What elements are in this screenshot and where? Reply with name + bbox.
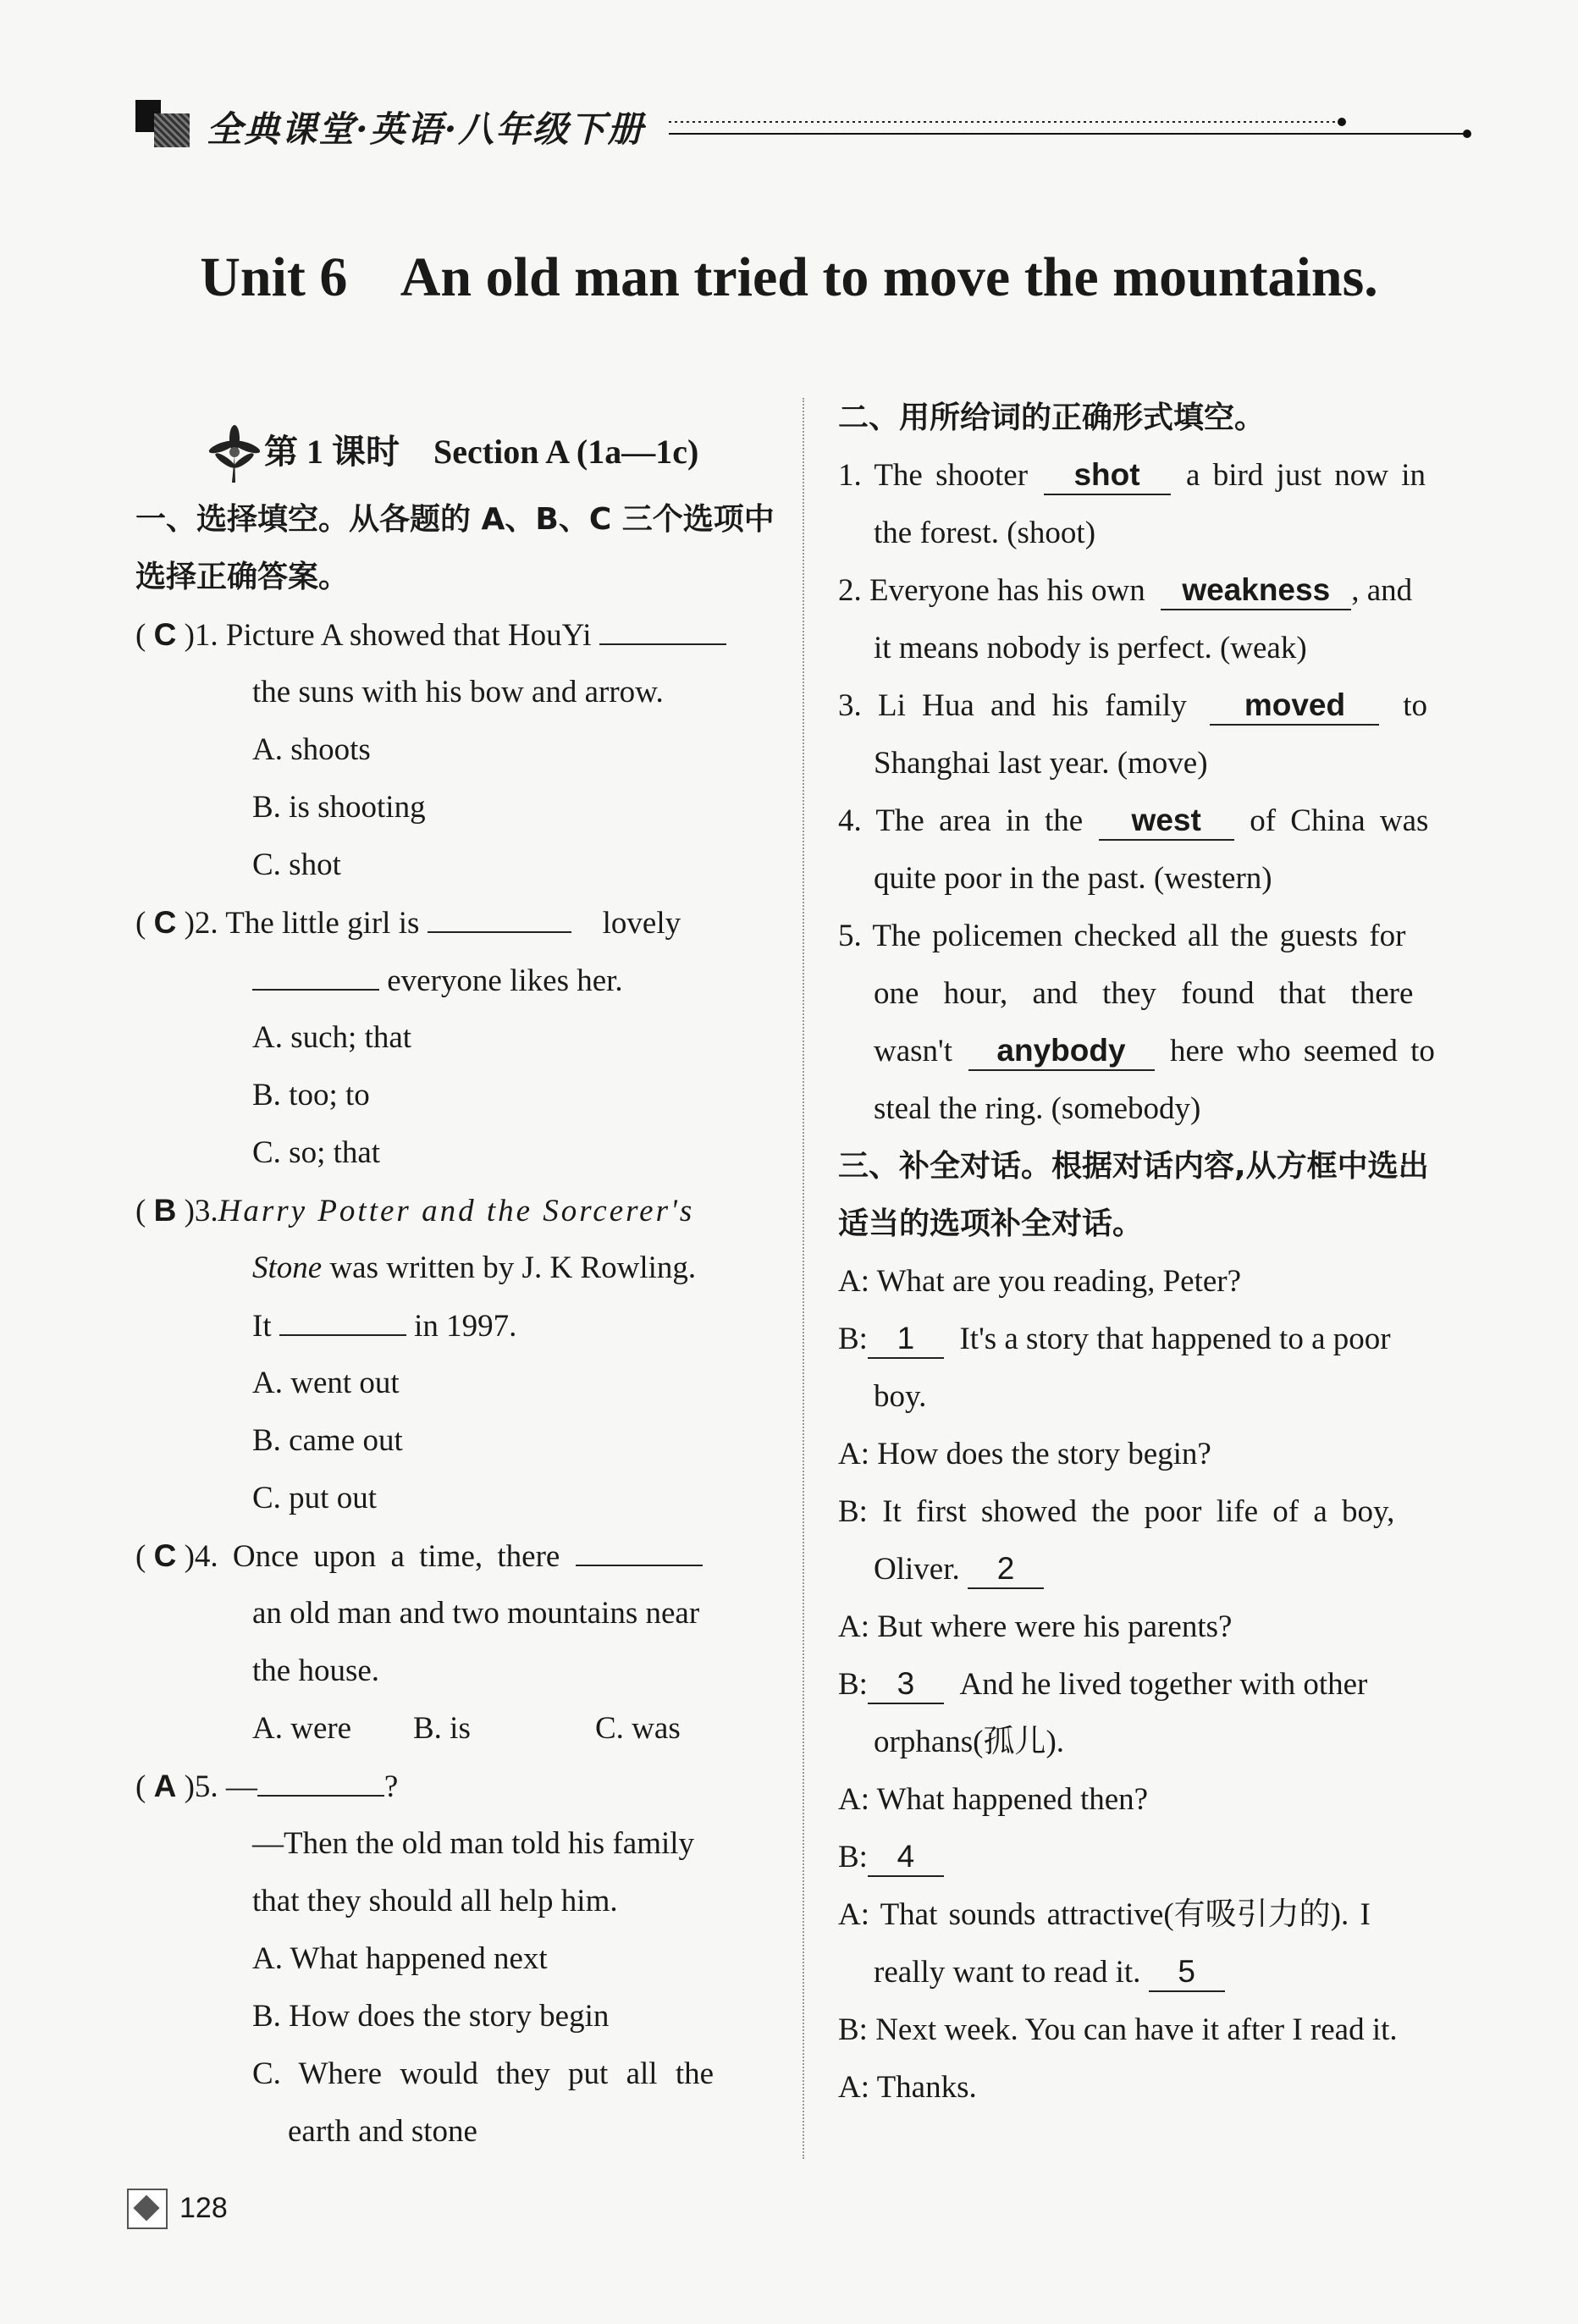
q2-option-a: A. such; that xyxy=(252,1020,412,1055)
q2-answer: C xyxy=(153,905,177,940)
part1-heading xyxy=(135,491,779,606)
q2-blank2 xyxy=(252,952,379,991)
p2-item5-blank xyxy=(968,1032,1155,1071)
dialog-blank-4-num: 4 xyxy=(897,1839,915,1874)
p2-item4-line2: quite poor in the past. (western) xyxy=(874,861,1272,896)
p2-item5-post: here who seemed to xyxy=(1170,1034,1435,1068)
p2-item5-line3 xyxy=(838,1023,1481,1080)
dialog-line-7: A: What happened then? xyxy=(838,1782,1149,1817)
dialog-line-10: B: Next week. You can have it after I read it. xyxy=(838,2012,1398,2047)
dialog-8-speaker: B: xyxy=(838,1840,868,1874)
q3-book-title-part1: Harry Potter and the Sorcerer's xyxy=(218,1194,695,1228)
dialog-line-2 xyxy=(838,1311,1481,1368)
q1-line1: ( C )1. Picture A showed that HouYi xyxy=(135,606,779,664)
p2-item1-answer: shot xyxy=(1073,457,1140,492)
q4-option-c: C. was xyxy=(595,1711,681,1746)
q1-option-b: B. is shooting xyxy=(252,790,426,825)
q3-blank xyxy=(279,1297,406,1336)
q5-answer: A xyxy=(153,1769,177,1803)
p2-item2-line2: it means nobody is perfect. (weak) xyxy=(874,631,1307,665)
q4-line2: an old man and two mountains near xyxy=(252,1596,700,1631)
p2-item4-pre: 4. The area in the xyxy=(838,803,1084,838)
p2-item1-post: a bird just now in xyxy=(1186,458,1426,493)
q4-option-b: B. is xyxy=(413,1711,471,1746)
part3-heading-line2: 适当的选项补全对话。 xyxy=(838,1206,1144,1241)
dialog-6-speaker: B: xyxy=(838,1667,868,1702)
q2-stem-c: everyone likes her. xyxy=(387,963,623,998)
dialog-line-2-cont: boy. xyxy=(874,1379,927,1414)
q5-dash: 5. — xyxy=(194,1769,257,1804)
part2-heading: 二、用所给词的正确形式填空。 xyxy=(838,400,1266,435)
p2-item4-blank xyxy=(1099,802,1234,841)
q2-option-b: B. too; to xyxy=(252,1078,370,1112)
q5-option-b: B. How does the story begin xyxy=(252,1999,610,2034)
q5-option-c-cont: earth and stone xyxy=(288,2114,477,2149)
dialog-9-text: really want to read it. xyxy=(874,1955,1141,1990)
q5-option-a: A. What happened next xyxy=(252,1941,548,1976)
dialog-line-8 xyxy=(838,1829,1481,1886)
dialog-4-oliver: Oliver. xyxy=(874,1552,960,1587)
q3-book-title-part2: Stone xyxy=(252,1250,323,1285)
q3-stem-it: It xyxy=(252,1309,272,1344)
q4-answer: C xyxy=(153,1538,177,1573)
header-rule xyxy=(669,117,1473,141)
q3-line3 xyxy=(135,1297,779,1355)
dialog-line-9: A: That sounds attractive(有吸引力的). I xyxy=(838,1897,1371,1932)
dialog-2-text: It's a story that happened to a poor xyxy=(959,1322,1391,1356)
dialog-blank-5 xyxy=(1149,1953,1225,1992)
right-column xyxy=(838,389,1481,2117)
q4-line1: ( C )4. Once upon a time, there xyxy=(135,1527,779,1585)
q1-option-c: C. shot xyxy=(252,847,341,882)
p2-item2-answer: weakness xyxy=(1182,572,1331,607)
q1-stem: 1. Picture A showed that HouYi xyxy=(194,618,592,653)
dialog-line-4: B: It first showed the poor life of a boy, xyxy=(838,1494,1395,1529)
q4-blank xyxy=(576,1527,703,1566)
q5-line1: ( A )5. — ? xyxy=(135,1758,779,1815)
q2-line2 xyxy=(135,952,779,1009)
q2-option-c: C. so; that xyxy=(252,1135,381,1170)
q5-qmark: ? xyxy=(383,1769,399,1804)
book-title: 全典课堂·英语·八年级下册 xyxy=(207,108,645,150)
p2-item5-line2: one hour, and they found that there xyxy=(874,976,1414,1011)
p2-item1-line1 xyxy=(838,447,1481,505)
p2-item5-line4: steal the ring. (somebody) xyxy=(874,1091,1201,1126)
p2-item2-line1 xyxy=(838,562,1481,620)
q3-line2 xyxy=(135,1239,779,1297)
q1-answer: C xyxy=(153,617,177,652)
q4-line3: the house. xyxy=(252,1653,380,1688)
unit-title: Unit 6 An old man tried to move the mountains. xyxy=(200,246,1378,308)
p2-item3-line1 xyxy=(838,677,1481,735)
p2-item4-post: of China was xyxy=(1250,803,1429,838)
q3-stem: was written by J. K Rowling. xyxy=(329,1250,697,1285)
q1-option-a: A. shoots xyxy=(252,732,371,767)
diamond-icon xyxy=(127,2189,168,2229)
dialog-line-4-cont xyxy=(838,1541,1481,1598)
q3-stem-year: in 1997. xyxy=(414,1309,517,1344)
part1-heading-line1: 一、选择填空。从各题的 A、B、C 三个选项中 xyxy=(135,502,775,537)
dialog-blank-2 xyxy=(968,1550,1044,1589)
part3-heading-line1: 三、补全对话。根据对话内容,从方框中选出 xyxy=(838,1149,1429,1184)
dialog-2-speaker: B: xyxy=(838,1322,868,1356)
q5-blank xyxy=(257,1758,384,1797)
dialog-blank-3 xyxy=(868,1665,944,1704)
lesson-section: Section A (1a—1c) xyxy=(433,433,699,471)
p2-item2-pre: 2. Everyone has his own xyxy=(838,573,1145,608)
p2-item4-answer: west xyxy=(1131,803,1201,837)
p2-item2-post: , and xyxy=(1351,573,1413,608)
q3-option-b: B. came out xyxy=(252,1423,403,1458)
part3-heading xyxy=(838,1138,1481,1253)
page-header xyxy=(135,95,1490,163)
q1-line2: the suns with his bow and arrow. xyxy=(252,675,664,709)
q1-blank xyxy=(599,606,726,645)
dialog-6-text: And he lived together with other xyxy=(959,1667,1368,1702)
p2-item3-post: to xyxy=(1403,688,1427,723)
q3-option-c: C. put out xyxy=(252,1481,377,1515)
q5-option-c: C. Where would they put all the xyxy=(252,2056,715,2091)
dialog-line-1: A: What are you reading, Peter? xyxy=(838,1264,1242,1299)
lesson-label: 第 1 课时 xyxy=(264,433,400,471)
p2-item2-blank xyxy=(1161,571,1351,610)
dialog-line-3: A: How does the story begin? xyxy=(838,1437,1211,1471)
dialog-line-11: A: Thanks. xyxy=(838,2070,977,2105)
part1-heading-line2: 选择正确答案。 xyxy=(135,560,350,594)
dialog-blank-1 xyxy=(868,1320,944,1359)
dialog-line-5: A: But where were his parents? xyxy=(838,1609,1233,1644)
p2-item5-answer: anybody xyxy=(996,1033,1126,1068)
q5-line2: —Then the old man told his family xyxy=(252,1826,695,1861)
p2-item4-line1 xyxy=(838,792,1481,850)
p2-item5-line1: 5. The policemen checked all the guests for xyxy=(838,919,1406,953)
p2-item5-pre: wasn't xyxy=(874,1034,952,1068)
p2-item3-line2: Shanghai last year. (move) xyxy=(874,746,1208,781)
dialog-line-6-cont: orphans(孤儿). xyxy=(874,1725,1065,1759)
q4-option-a: A. were xyxy=(252,1711,352,1746)
flower-icon xyxy=(203,422,266,484)
p2-item1-pre: 1. The shooter xyxy=(838,458,1029,493)
p2-item1-blank xyxy=(1044,456,1171,495)
page-number: 128 xyxy=(179,2192,228,2224)
q3-option-a: A. went out xyxy=(252,1366,400,1400)
p2-item1-line2: the forest. (shoot) xyxy=(874,516,1096,550)
q2-line1: ( C )2. The little girl is lovely xyxy=(135,894,779,952)
q3-answer: B xyxy=(153,1193,177,1228)
p2-item3-answer: moved xyxy=(1244,687,1346,722)
q2-blank1 xyxy=(428,894,571,933)
column-divider xyxy=(803,398,804,2159)
header-logo-pattern xyxy=(154,113,190,147)
p2-item3-blank xyxy=(1210,687,1379,726)
q4-options xyxy=(135,1700,779,1758)
q4-stem: 4. Once upon a time, there xyxy=(194,1539,560,1574)
lesson-heading xyxy=(203,415,779,491)
dialog-blank-5-num: 5 xyxy=(1178,1954,1195,1989)
dialog-blank-1-num: 1 xyxy=(897,1321,915,1355)
q5-line3: that they should all help him. xyxy=(252,1884,618,1918)
q2-stem-b: lovely xyxy=(602,906,681,941)
dialog-line-6 xyxy=(838,1656,1481,1714)
left-column xyxy=(135,415,779,2161)
dialog-blank-3-num: 3 xyxy=(897,1666,915,1701)
dialog-line-9-cont xyxy=(838,1944,1481,2001)
q3-number: 3. xyxy=(194,1194,218,1228)
q3-line1: ( B )3.Harry Potter and the Sorcerer's xyxy=(135,1193,695,1228)
dialog-blank-4 xyxy=(868,1838,944,1877)
p2-item3-pre: 3. Li Hua and his family xyxy=(838,688,1187,723)
dialog-blank-2-num: 2 xyxy=(996,1551,1015,1586)
q2-stem-a: 2. The little girl is xyxy=(194,906,420,941)
